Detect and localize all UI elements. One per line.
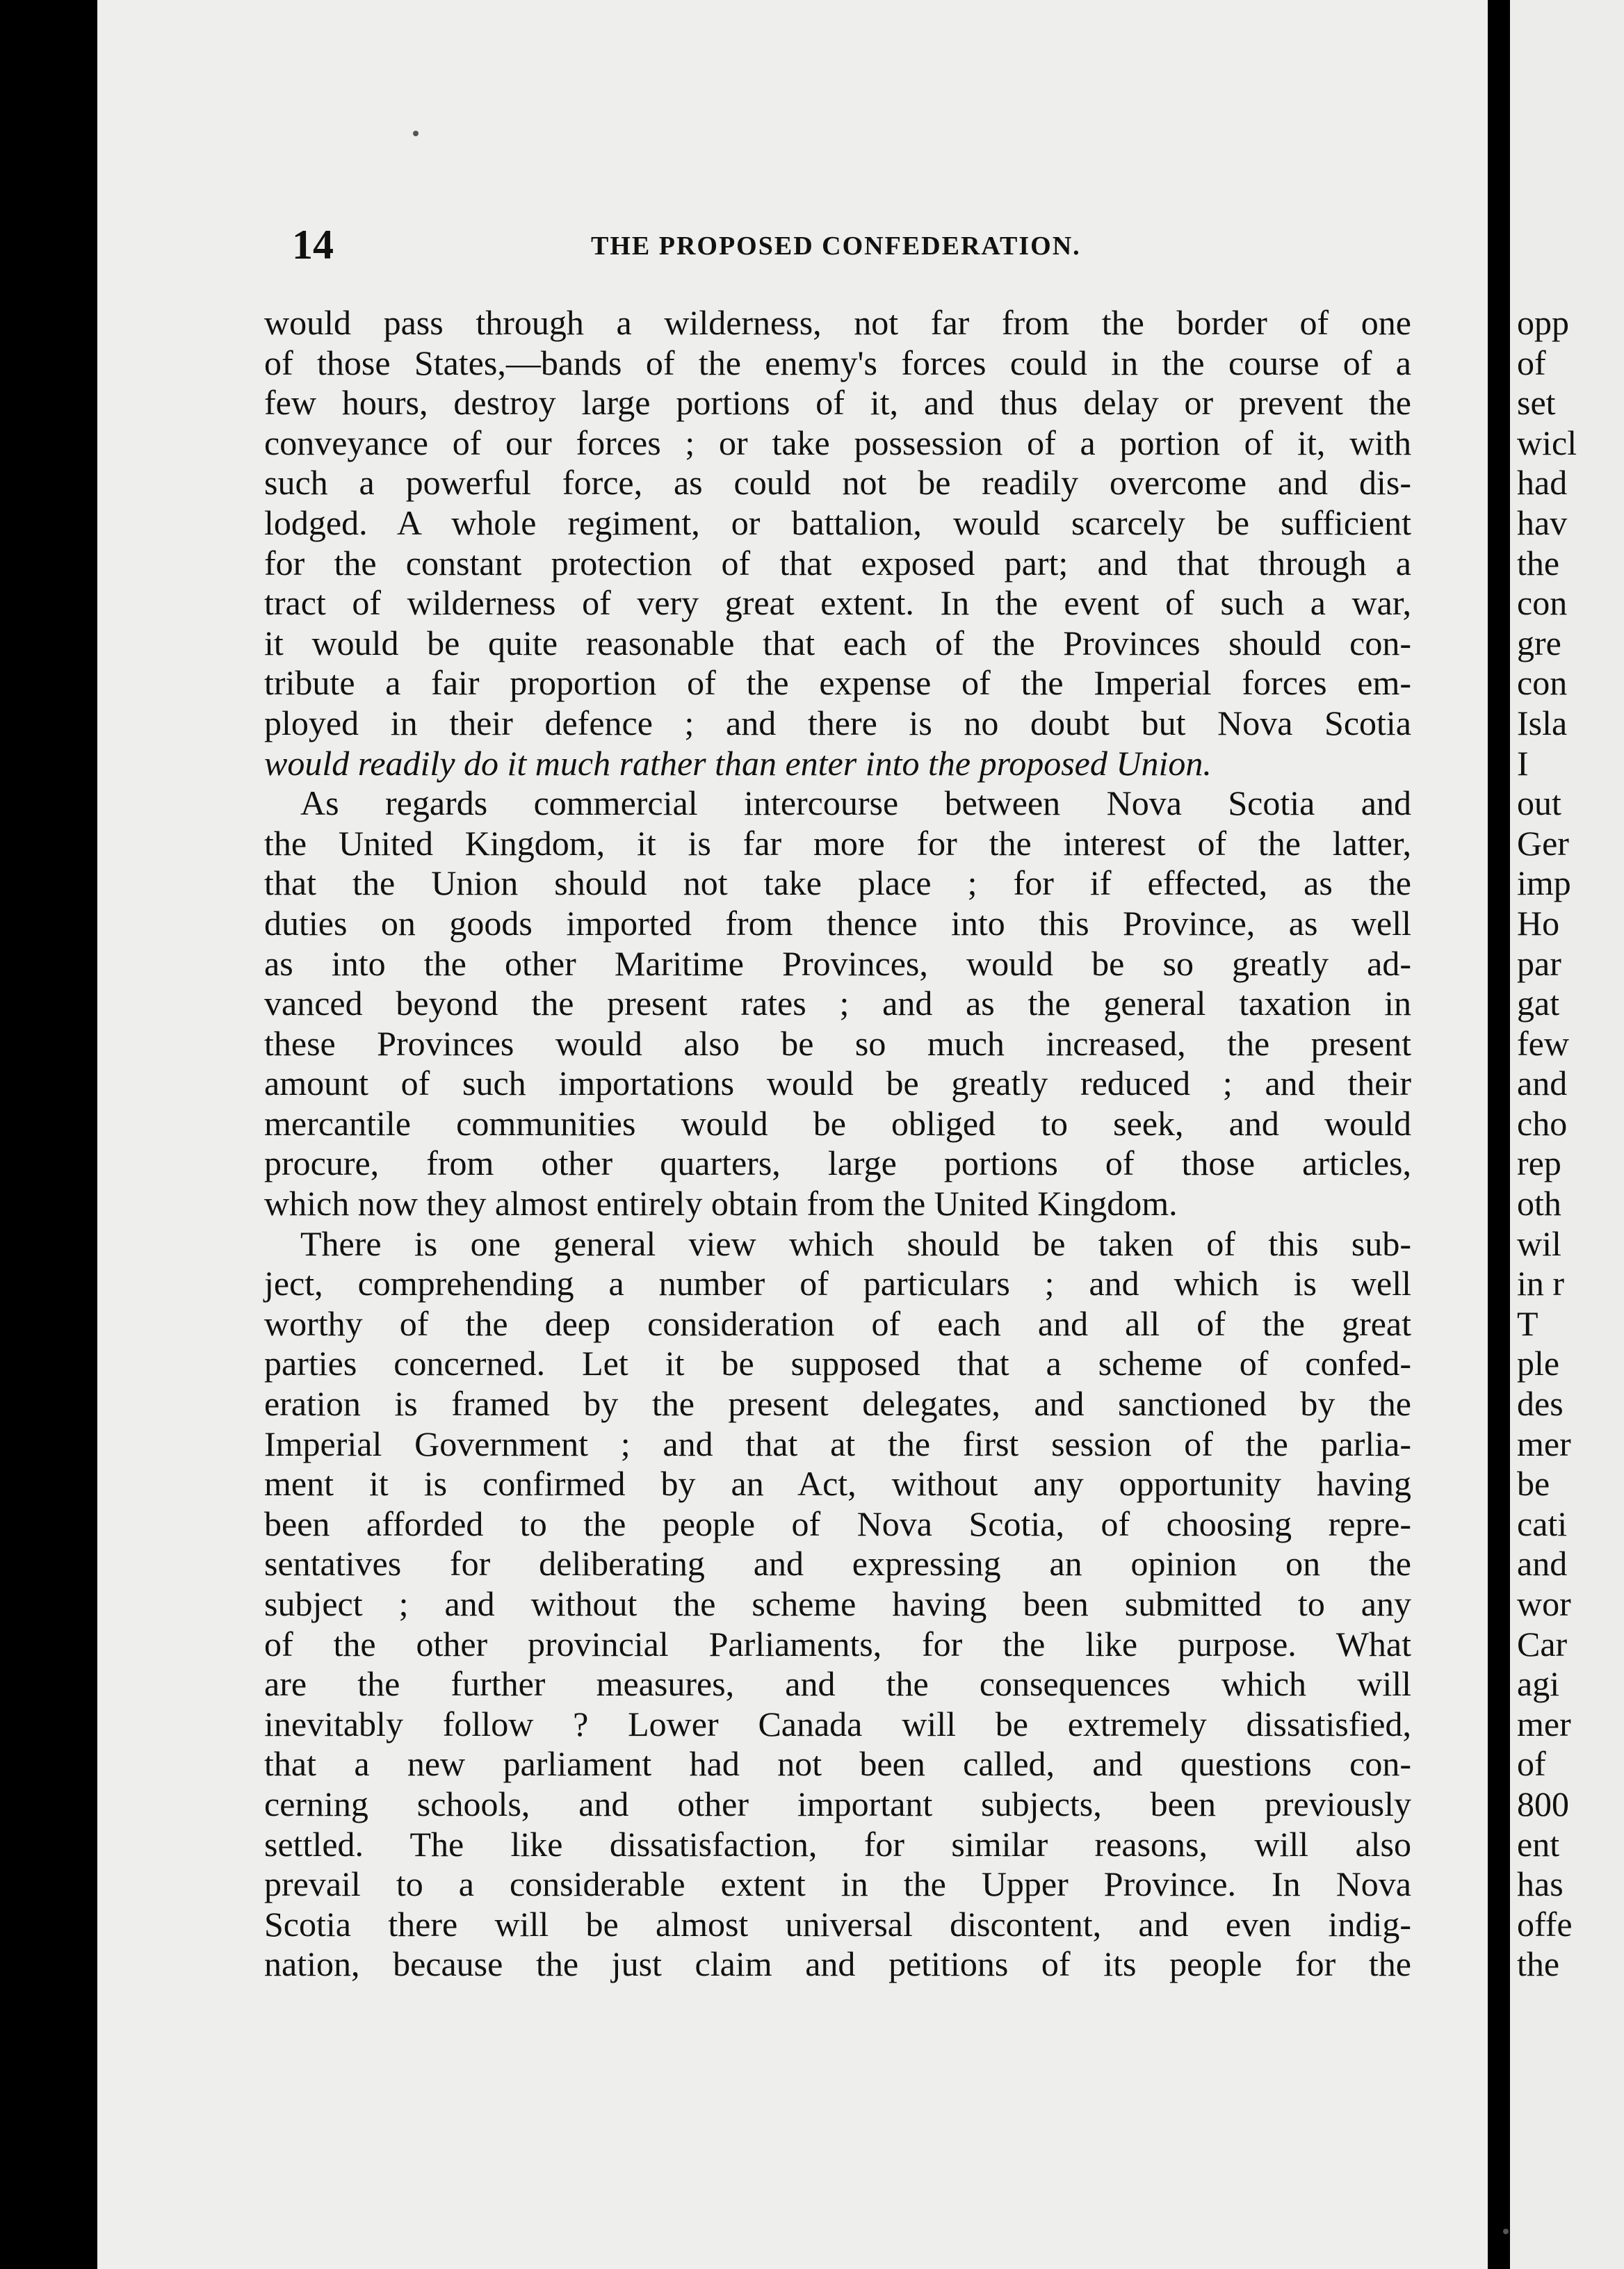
facing-line-fragment: 800 [1517, 1784, 1569, 1823]
text-line: tract of wilderness of very great extent. In the event of such a war, [264, 583, 1411, 623]
text-line: these Provinces would also be so much increased, the present [264, 1023, 1411, 1063]
facing-line-fragment: few [1517, 1023, 1569, 1063]
facing-line-fragment: of [1517, 1744, 1546, 1784]
facing-line-fragment: the [1517, 543, 1560, 583]
facing-line-fragment: and [1517, 1064, 1568, 1103]
facing-line-fragment: mer [1517, 1424, 1571, 1463]
text-line: of the other provincial Parliaments, for the like purpose. What [264, 1624, 1411, 1664]
facing-line-fragment: set [1517, 383, 1556, 423]
facing-line-fragment: Car [1517, 1624, 1568, 1664]
text-line: sentatives for deliberating and expressing an opinion on the [264, 1544, 1411, 1584]
facing-line-fragment: agi [1517, 1664, 1560, 1704]
running-head: THE PROPOSED CONFEDERATION. [591, 231, 1081, 261]
text-line: are the further measures, and the consequences which will [264, 1664, 1411, 1704]
text-line: lodged. A whole regiment, or battalion, would scarcely be sufficient [264, 503, 1411, 542]
facing-line-fragment: gat [1517, 984, 1560, 1023]
text-line: of those States,—bands of the enemy's forces could in the course of a [264, 343, 1411, 382]
text-line: as into the other Maritime Provinces, would be so greatly ad- [264, 943, 1411, 983]
facing-line-fragment: has [1517, 1864, 1564, 1904]
speck-mark [413, 131, 419, 136]
facing-line-fragment: T [1517, 1303, 1538, 1343]
facing-line-fragment: mer [1517, 1704, 1571, 1743]
text-line: ployed in their defence ; and there is no doubt but Nova Scotia [264, 703, 1411, 742]
text-line: worthy of the deep consideration of each and all of the great [264, 1303, 1411, 1343]
facing-line-fragment: had [1517, 463, 1568, 503]
facing-line-fragment: be [1517, 1464, 1550, 1504]
text-line: cerning schools, and other important subjects, been previously [264, 1784, 1411, 1823]
facing-line-fragment: the [1517, 1944, 1560, 1984]
facing-line-fragment: out [1517, 783, 1561, 823]
facing-line-fragment: offe [1517, 1904, 1573, 1944]
text-line: mercantile communities would be obliged to seek, and would [264, 1103, 1411, 1143]
page-header [292, 221, 1404, 277]
text-line: inevitably follow ? Lower Canada will be extremely dissatisfied, [264, 1704, 1411, 1743]
facing-line-fragment: Ger [1517, 823, 1569, 863]
text-line: that the Union should not take place ; for if effected, as the [264, 863, 1411, 903]
text-line: such a powerful force, as could not be readily overcome and dis- [264, 463, 1411, 503]
facing-page-text [1517, 303, 1624, 1985]
text-line: Scotia there will be almost universal discontent, and even indig- [264, 1904, 1411, 1944]
facing-line-fragment: cati [1517, 1504, 1568, 1543]
facing-line-fragment: con [1517, 663, 1568, 703]
text-line: for the constant protection of that exposed part; and that through a [264, 543, 1411, 583]
text-line: nation, because the just claim and petitions of its people for the [264, 1944, 1411, 1984]
facing-line-fragment: wicl [1517, 423, 1577, 462]
text-line: it would be quite reasonable that each of the Provinces should con- [264, 623, 1411, 662]
facing-line-fragment: and [1517, 1544, 1568, 1584]
text-line: been afforded to the people of Nova Scotia, of choosing repre- [264, 1504, 1411, 1543]
text-line: There is one general view which should be taken of this sub- [300, 1223, 1411, 1263]
facing-line-fragment: ent [1517, 1824, 1560, 1864]
text-line: prevail to a considerable extent in the Upper Province. In Nova [264, 1864, 1411, 1904]
facing-line-fragment: opp [1517, 303, 1569, 342]
text-line: would readily do it much rather than enter into the proposed Union. [264, 743, 1212, 783]
facing-line-fragment: ple [1517, 1344, 1560, 1383]
text-line: eration is framed by the present delegates, and sanctioned by the [264, 1384, 1411, 1424]
facing-line-fragment: rep [1517, 1144, 1561, 1183]
text-line: amount of such importations would be greatly reduced ; and their [264, 1064, 1411, 1103]
text-line: ject, comprehending a number of particulars ; and which is well [264, 1264, 1411, 1303]
text-line: the United Kingdom, it is far more for the interest of the latter, [264, 823, 1411, 863]
text-line: Imperial Government ; and that at the first session of the parlia- [264, 1424, 1411, 1463]
text-line: subject ; and without the scheme having been submitted to any [264, 1584, 1411, 1623]
text-line: procure, from other quarters, large portions of those articles, [264, 1144, 1411, 1183]
text-line: would pass through a wilderness, not far from the border of one [264, 303, 1411, 342]
speck-mark [1503, 2229, 1509, 2234]
facing-line-fragment: of [1517, 343, 1546, 382]
text-line: ment it is confirmed by an Act, without any opportunity having [264, 1464, 1411, 1504]
facing-line-fragment: par [1517, 943, 1561, 983]
facing-line-fragment: Ho [1517, 903, 1560, 943]
text-line: few hours, destroy large portions of it, and thus delay or prevent the [264, 383, 1411, 423]
text-line: duties on goods imported from thence into this Province, as well [264, 903, 1411, 943]
facing-line-fragment: Isla [1517, 703, 1568, 742]
text-line: conveyance of our forces ; or take possession of a portion of it, with [264, 423, 1411, 462]
text-line: As regards commercial intercourse between Nova Scotia and [300, 783, 1411, 823]
text-line: tribute a fair proportion of the expense of the Imperial forces em- [264, 663, 1411, 703]
text-line: settled. The like dissatisfaction, for similar reasons, will also [264, 1824, 1411, 1864]
text-line: which now they almost entirely obtain from the United Kingdom. [264, 1184, 1178, 1223]
facing-line-fragment: I [1517, 743, 1529, 783]
facing-line-fragment: des [1517, 1384, 1564, 1424]
facing-line-fragment: oth [1517, 1184, 1561, 1223]
facing-line-fragment: imp [1517, 863, 1571, 903]
body-text [264, 303, 1411, 1985]
facing-line-fragment: hav [1517, 503, 1568, 542]
text-line: that a new parliament had not been called, and questions con- [264, 1744, 1411, 1784]
text-line: parties concerned. Let it be supposed that a scheme of confed- [264, 1344, 1411, 1383]
text-line: vanced beyond the present rates ; and as the general taxation in [264, 984, 1411, 1023]
facing-line-fragment: wil [1517, 1223, 1561, 1263]
facing-line-fragment: cho [1517, 1103, 1568, 1143]
facing-line-fragment: con [1517, 583, 1568, 623]
facing-line-fragment: wor [1517, 1584, 1571, 1623]
facing-line-fragment: in r [1517, 1264, 1565, 1303]
facing-line-fragment: gre [1517, 623, 1561, 662]
page-number: 14 [292, 222, 334, 268]
